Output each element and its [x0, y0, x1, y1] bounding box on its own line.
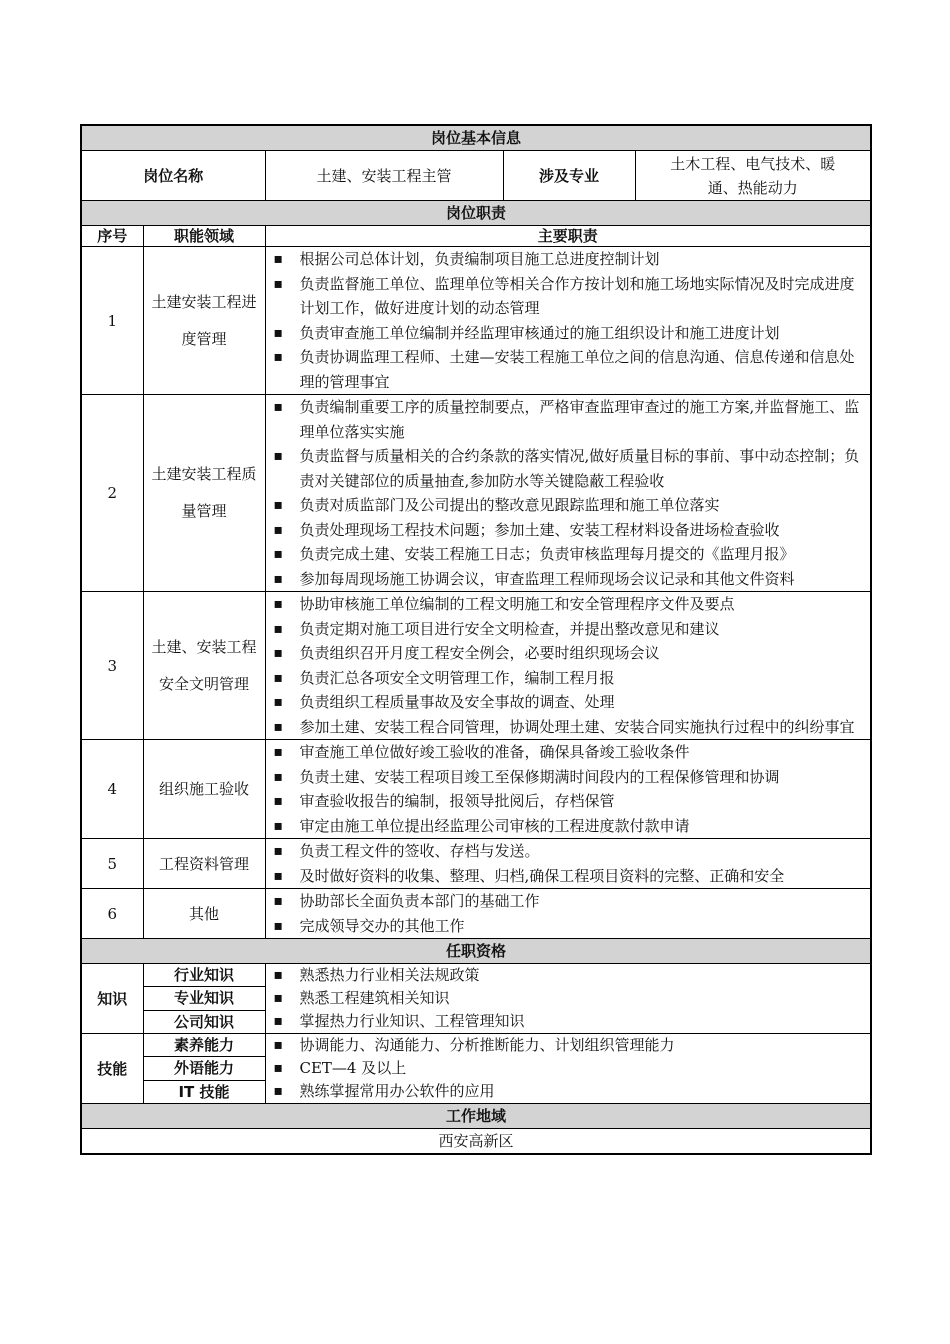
skills-label: 技能 — [81, 1034, 143, 1104]
duty-row — [81, 395, 871, 592]
skills-item: ▪ 协调能力、沟通能力、分析推断能力、计划组织管理能力 — [270, 1034, 867, 1057]
location-row — [81, 1129, 871, 1155]
duty-area: 组织施工验收 — [143, 740, 265, 839]
skills-subcategory: 外语能力 — [143, 1057, 265, 1080]
basic-info-row — [81, 151, 871, 201]
section-location-title: 工作地域 — [81, 1104, 871, 1129]
duty-number: 4 — [81, 740, 143, 839]
section-basic-info-row — [81, 125, 871, 151]
knowledge-subcategory: 公司知识 — [143, 1010, 265, 1033]
duty-item: ▪ 审查验收报告的编制，报领导批阅后，存档保管 — [270, 789, 867, 814]
section-location-row — [81, 1104, 871, 1129]
duty-items-cell — [265, 247, 871, 395]
skills-item: ▪ 熟练掌握常用办公软件的应用 — [270, 1080, 867, 1103]
duty-item: ▪ 参加土建、安装工程合同管理，协调处理土建、安装合同实施执行过程中的纠纷事宜 — [270, 715, 867, 740]
position-name-value: 土建、安装工程主管 — [265, 151, 503, 201]
knowledge-label: 知识 — [81, 964, 143, 1034]
duty-row — [81, 740, 871, 839]
duty-item: ▪ 负责定期对施工项目进行安全文明检查，并提出整改意见和建议 — [270, 617, 867, 642]
header-area: 职能领域 — [143, 226, 265, 247]
knowledge-items-cell — [265, 964, 871, 1034]
section-qualifications-row — [81, 939, 871, 964]
section-qualifications-title: 任职资格 — [81, 939, 871, 964]
location-value: 西安高新区 — [81, 1129, 871, 1155]
duty-number: 3 — [81, 592, 143, 740]
duty-row — [81, 247, 871, 395]
knowledge-item: ▪ 掌握热力行业知识、工程管理知识 — [270, 1010, 867, 1033]
duty-number: 6 — [81, 889, 143, 939]
knowledge-subcategory: 专业知识 — [143, 987, 265, 1010]
duty-item: ▪ 负责编制重要工序的质量控制要点，严格审查监理审查过的施工方案,并监督施工、监理单位落实实施 — [270, 395, 867, 444]
skills-row — [81, 1034, 871, 1057]
duty-row — [81, 839, 871, 889]
duty-item: ▪ 负责汇总各项安全文明管理工作，编制工程月报 — [270, 666, 867, 691]
duty-area: 工程资料管理 — [143, 839, 265, 889]
duty-item: ▪ 负责土建、安装工程项目竣工至保修期满时间段内的工程保修管理和协调 — [270, 765, 867, 790]
duty-area: 土建、安装工程安全文明管理 — [143, 592, 265, 740]
position-name-label: 岗位名称 — [81, 151, 265, 201]
knowledge-subcategory: 行业知识 — [143, 964, 265, 987]
section-duties-row — [81, 201, 871, 226]
duty-item: ▪ 负责对质监部门及公司提出的整改意见跟踪监理和施工单位落实 — [270, 493, 867, 518]
duty-header-row — [81, 226, 871, 247]
duty-item: ▪ 审查施工单位做好竣工验收的准备，确保具备竣工验收条件 — [270, 740, 867, 765]
duty-item: ▪ 根据公司总体计划，负责编制项目施工总进度控制计划 — [270, 247, 867, 272]
duty-items-cell — [265, 839, 871, 889]
duty-list — [270, 592, 867, 739]
duty-number: 1 — [81, 247, 143, 395]
duty-item: ▪ 审定由施工单位提出经监理公司审核的工程进度款付款申请 — [270, 814, 867, 839]
knowledge-item: ▪ 熟悉热力行业相关法规政策 — [270, 964, 867, 987]
duty-items-cell — [265, 889, 871, 939]
duty-area: 土建安装工程质量管理 — [143, 395, 265, 592]
duty-row — [81, 889, 871, 939]
job-description-table — [80, 124, 872, 1155]
duty-area: 土建安装工程进度管理 — [143, 247, 265, 395]
section-duties-title: 岗位职责 — [81, 201, 871, 226]
skills-subcategory: IT 技能 — [143, 1080, 265, 1103]
duty-item: ▪ 协助审核施工单位编制的工程文明施工和安全管理程序文件及要点 — [270, 592, 867, 617]
duty-item: ▪ 协助部长全面负责本部门的基础工作 — [270, 889, 867, 914]
duty-list — [270, 740, 867, 838]
duty-list — [270, 889, 867, 938]
knowledge-item: ▪ 熟悉工程建筑相关知识 — [270, 987, 867, 1010]
header-main-duties: 主要职责 — [265, 226, 871, 247]
header-no: 序号 — [81, 226, 143, 247]
knowledge-row — [81, 964, 871, 987]
duty-number: 5 — [81, 839, 143, 889]
duty-items-cell — [265, 740, 871, 839]
duty-item: ▪ 负责组织召开月度工程安全例会，必要时组织现场会议 — [270, 641, 867, 666]
skills-list — [270, 1034, 867, 1103]
duty-item: ▪ 负责监督施工单位、监理单位等相关合作方按计划和施工场地实际情况及时完成进度计划工作，做好进度计划的动态管理 — [270, 272, 867, 321]
duty-item: ▪ 参加每周现场施工协调会议，审查监理工程师现场会议记录和其他文件资料 — [270, 567, 867, 592]
duty-list — [270, 395, 867, 591]
section-basic-info-title: 岗位基本信息 — [81, 125, 871, 151]
duty-items-cell — [265, 592, 871, 740]
duty-list — [270, 839, 867, 888]
skills-item: ▪ CET—4 及以上 — [270, 1057, 867, 1080]
duty-item: ▪ 及时做好资料的收集、整理、归档,确保工程项目资料的完整、正确和安全 — [270, 864, 867, 889]
job-description-document — [80, 124, 870, 1155]
duty-row — [81, 592, 871, 740]
duty-area: 其他 — [143, 889, 265, 939]
duty-item: ▪ 负责协调监理工程师、土建—安装工程施工单位之间的信息沟通、信息传递和信息处理的管理事宜 — [270, 345, 867, 394]
specialty-label: 涉及专业 — [503, 151, 635, 201]
duty-item: ▪ 负责工程文件的签收、存档与发送。 — [270, 839, 867, 864]
skills-items-cell — [265, 1034, 871, 1104]
duty-number: 2 — [81, 395, 143, 592]
duty-item: ▪ 负责监督与质量相关的合约条款的落实情况,做好质量目标的事前、事中动态控制；负责对关键部位的质量抽查,参加防水等关键隐蔽工程验收 — [270, 444, 867, 493]
skills-subcategory: 素养能力 — [143, 1034, 265, 1057]
specialty-value: 土木工程、电气技术、暖通、热能动力 — [635, 151, 871, 201]
duty-item: ▪ 负责审查施工单位编制并经监理审核通过的施工组织设计和施工进度计划 — [270, 321, 867, 346]
knowledge-list — [270, 964, 867, 1033]
duty-items-cell — [265, 395, 871, 592]
duty-item: ▪ 负责处理现场工程技术问题；参加土建、安装工程材料设备进场检查验收 — [270, 518, 867, 543]
duty-item: ▪ 完成领导交办的其他工作 — [270, 914, 867, 939]
duty-list — [270, 247, 867, 394]
duty-item: ▪ 负责完成土建、安装工程施工日志；负责审核监理每月提交的《监理月报》 — [270, 542, 867, 567]
duty-item: ▪ 负责组织工程质量事故及安全事故的调查、处理 — [270, 690, 867, 715]
